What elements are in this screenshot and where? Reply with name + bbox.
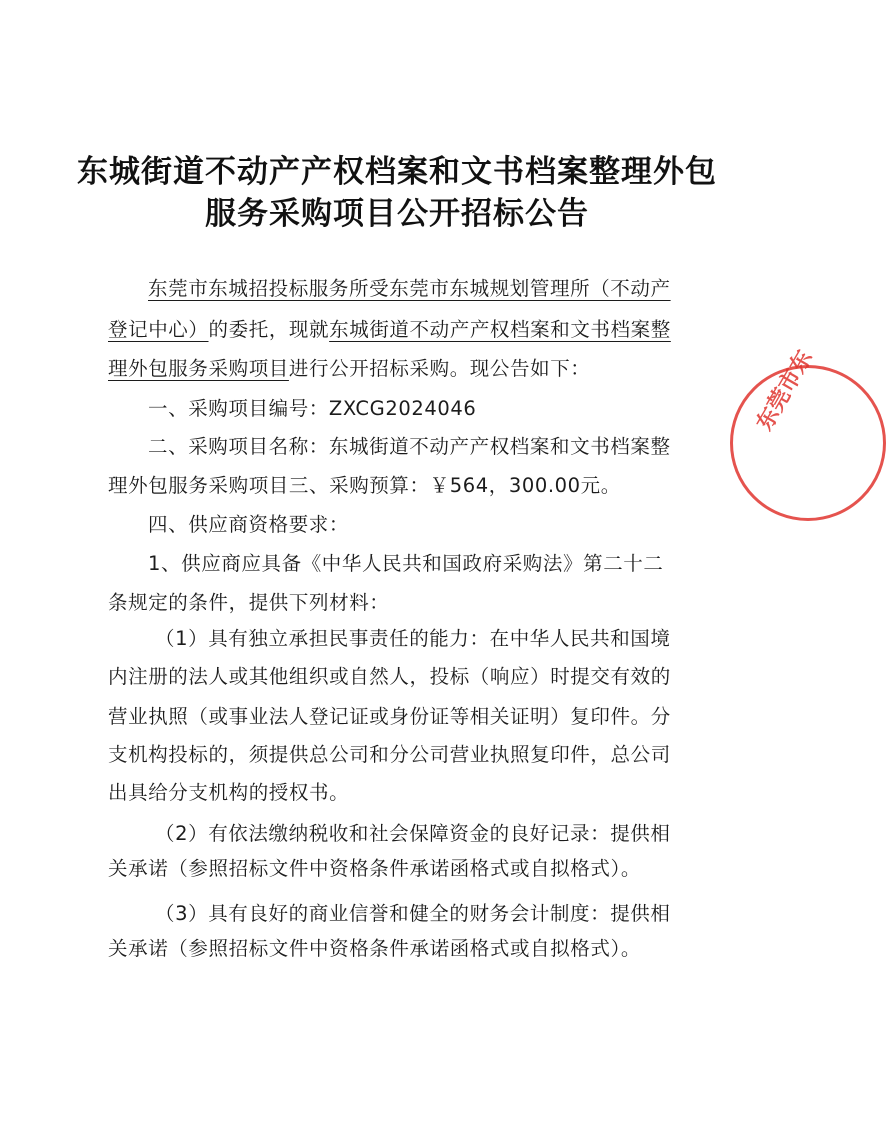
official-seal-text: 东莞市东 [751,345,818,435]
sub-requirement-1-line-3: 营业执照（或事业法人登记证或身份证等相关证明）复印件。分 [108,705,671,728]
sub-requirement-1-line-2: 内注册的法人或其他组织或自然人，投标（响应）时提交有效的 [108,665,671,688]
sub-requirement-1-line-4: 支机构投标的，须提供总公司和分公司营业执照复印件，总公司 [108,743,671,766]
intro-paragraph-line-2 [108,314,698,342]
intro-paragraph-line-1 [148,273,698,301]
project-number: 一、采购项目编号：ZXCG2024046 [148,397,477,420]
document-title-line-1: 东城街道不动产产权档案和文书档案整理外包 [77,154,717,190]
project-name-budget-line: 理外包服务采购项目三、采购预算：￥564，300.00元。 [108,474,621,497]
project-name-end: 理外包服务采购项目 [108,357,289,380]
requirement-1-line-1: 1、供应商应具备《中华人民共和国政府采购法》第二十二 [148,552,664,575]
sub-requirement-3-line-1: （3）具有良好的商业信誉和健全的财务会计制度：提供相 [155,902,671,925]
document-title-line-2: 服务采购项目公开招标公告 [205,196,589,232]
sub-requirement-2-line-1: （2）有依法缴纳税收和社会保障资金的良好记录：提供相 [155,822,671,845]
supplier-requirements-heading: 四、供应商资格要求： [148,513,350,536]
intro-text-end: 进行公开招标采购。现公告如下： [288,357,591,380]
sub-requirement-1-line-1: （1）具有独立承担民事责任的能力：在中华人民共和国境 [155,627,671,650]
requirement-1-line-2: 条规定的条件，提供下列材料： [108,591,390,614]
intro-paragraph-line-3 [108,353,698,381]
project-name-start: 东城街道不动产产权档案和文书档案整 [329,318,671,341]
intro-text: 的委托，现就 [208,318,330,341]
project-name-line-1: 二、采购项目名称：东城街道不动产产权档案和文书档案整 [148,435,671,458]
official-seal [730,365,886,521]
sub-requirement-1-line-5: 出具给分支机构的授权书。 [108,781,350,804]
sub-requirement-3-line-2: 关承诺（参照招标文件中资格条件承诺函格式或自拟格式）。 [108,937,641,960]
sub-requirement-2-line-2: 关承诺（参照招标文件中资格条件承诺函格式或自拟格式）。 [108,857,641,880]
client-name-end: 登记中心） [108,318,209,341]
agency-name: 东莞市东城招投标服务所受东莞市东城规划管理所（不动产 [148,277,671,300]
